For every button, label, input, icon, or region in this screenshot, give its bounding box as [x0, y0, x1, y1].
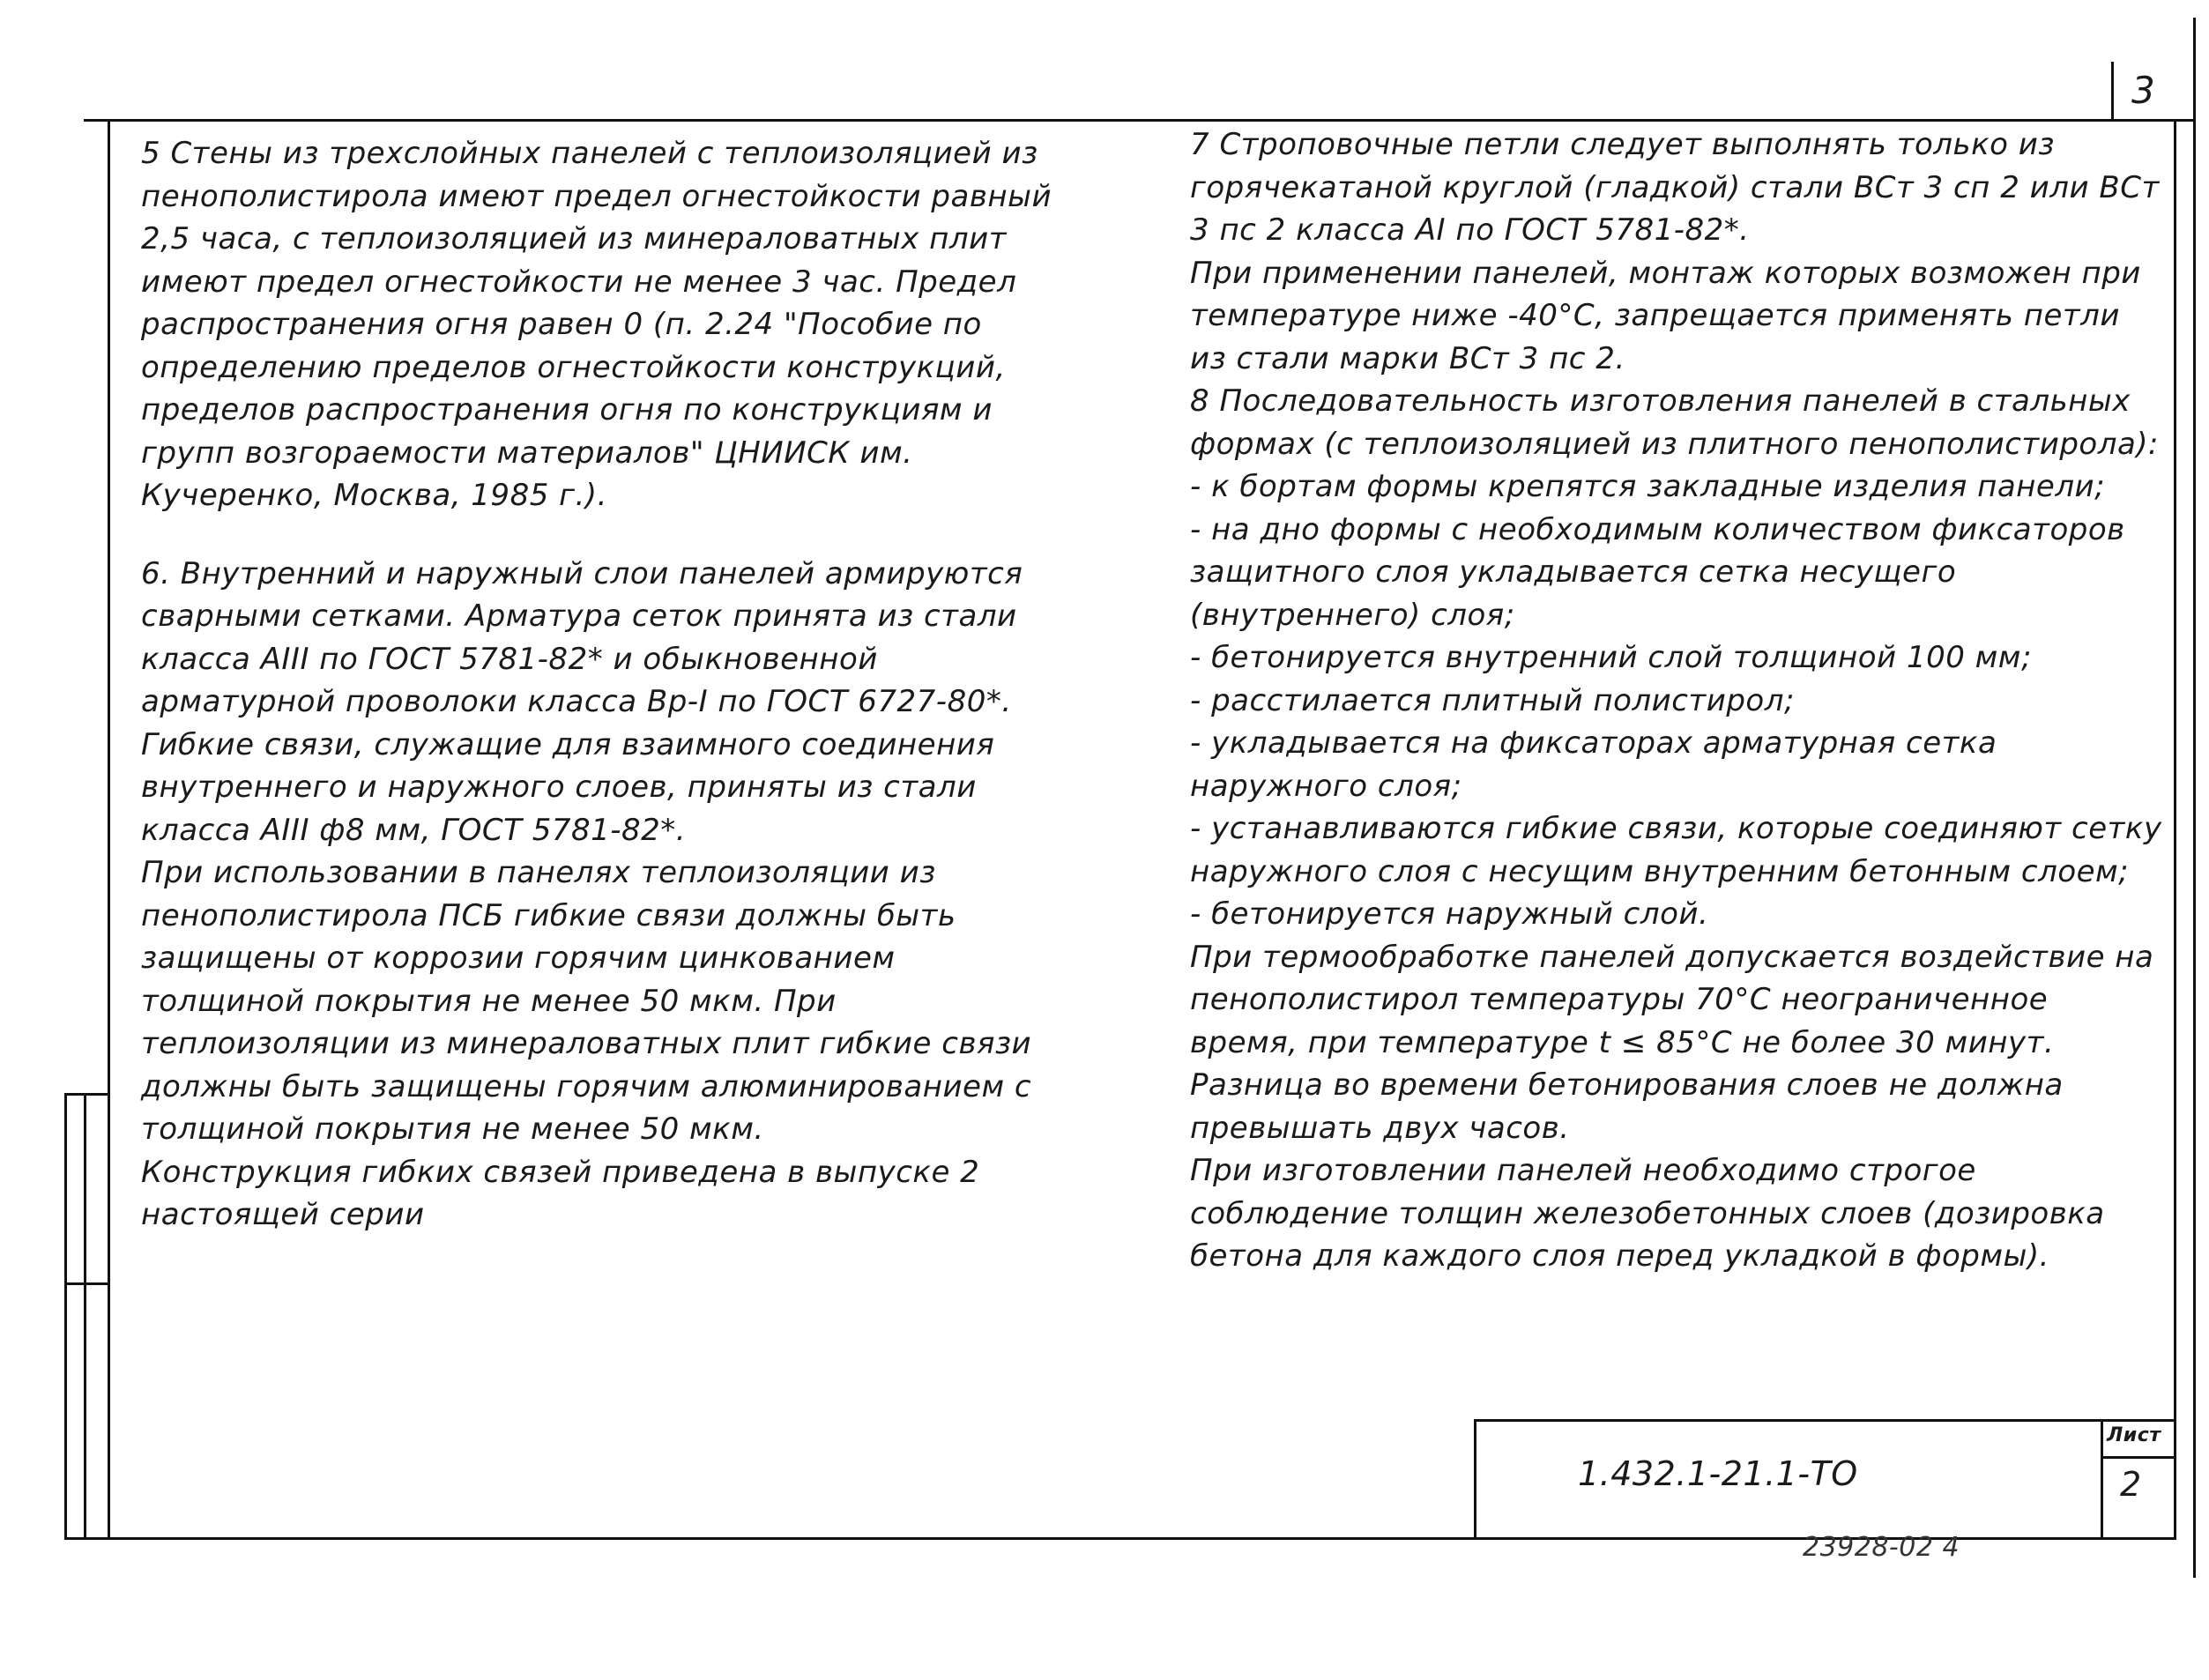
note-concreting-interval: Разница во времени бетонирования слоев не должна превышать двух часов. [1190, 1067, 2064, 1146]
title-block-sheet-divider [2101, 1419, 2103, 1539]
binding-strip-inner [84, 1093, 86, 1540]
title-block-left [1474, 1419, 1476, 1539]
step-item: - к бортам формы крепятся закладные изделия панели; [1190, 469, 2106, 504]
document-code: 1.432.1-21.1-ТО [1578, 1454, 1858, 1493]
binding-strip-top [64, 1093, 108, 1096]
note-layer-thickness: При изготовлении панелей необходимо строгое соблюдение толщин железобетонных слоев (дозировка бетона для каждого слоя перед укладкой в формы). [1190, 1153, 2105, 1274]
step-item: - бетонируется внутренний слой толщиной 100 мм; [1190, 640, 2032, 675]
note-heat-treatment: При термообработке панелей допускается воздействие на пенополистирол температуры 70°С неограниченное время, при температуре t ≤ 85°С не более 30 минут. [1190, 939, 2154, 1060]
title-block-top [1474, 1419, 2176, 1422]
archive-number: 23928-02 4 [1803, 1532, 1960, 1563]
paragraph-6-coating: При использовании в панелях теплоизоляции из пенополистирола ПСБ гибкие связи должны быть защищены от коррозии горячим цинкованием толщиной покрытия не менее 50 мкм. При теплоизоляции из минераловатных плит гибкие связи должны быть защищены горячим алюминированием с толщиной покрытия не менее 50 мкм. [141, 855, 1032, 1147]
paragraph-6: 6. Внутренний и наружный слои панелей армируются сварными сетками. Арматура сеток принята из стали класса АIII по ГОСТ 5781-82* и обыкновенной арматурной проволоки класса Вр-I по ГОСТ 6727-80*. Гибкие связи, служащие для взаимного соединения внутреннего и наружного слоев, приняты из стали класса АIII ф8 мм, ГОСТ 5781-82*. [141, 555, 1023, 848]
step-item: - устанавливаются гибкие связи, которые соединяют сетку наружного слоя с несущим внутренним бетонным слоем; [1190, 811, 2162, 889]
page-number-cell-divider [2111, 62, 2114, 122]
sheet-label: Лист [2107, 1424, 2161, 1446]
right-text-column [1190, 123, 2164, 1278]
frame-top-line [84, 119, 2195, 122]
page-number: 3 [2131, 69, 2156, 112]
paragraph-7: 7 Строповочные петли следует выполнять только из горячекатаной круглой (гладкой) стали ВСт 3 сп 2 или ВСт 3 пс 2 класса АI по ГОСТ 5781-82*. [1190, 127, 2160, 248]
step-item: - укладывается на фиксаторах арматурная сетка наружного слоя; [1190, 725, 1997, 804]
frame-left-line [108, 119, 110, 1540]
frame-right-line [2174, 119, 2176, 1540]
step-item: - бетонируется наружный слой. [1190, 896, 1709, 932]
sheet-number: 2 [2120, 1465, 2142, 1504]
paragraph-7-restriction: При применении панелей, монтаж которых возможен при температуре ниже -40°С, запрещается применять петли из стали марки ВСт 3 пс 2. [1190, 255, 2141, 376]
step-item: - на дно формы с необходимым количеством фиксаторов защитного слоя укладывается сетка несущего (внутреннего) слоя; [1190, 511, 2125, 633]
binding-strip-outer [64, 1093, 67, 1540]
step-item: - расстилается плитный полистирол; [1190, 682, 1795, 718]
paragraph-6-reference: Конструкция гибких связей приведена в выпуске 2 настоящей серии [141, 1154, 980, 1232]
binding-strip-divider [64, 1282, 108, 1285]
outer-right-edge [2193, 18, 2196, 1578]
paragraph-5: 5 Стены из трехслойных панелей с теплоизоляцией из пенополистирола имеют предел огнестойкости равный 2,5 часа, с теплоизоляцией из минераловатных плит имеют предел огнестойкости не менее 3 час. Предел распространения огня равен 0 (п. 2.24 "Пособие по определению пределов огнестойкости конструкций, пределов распространения огня по конструкциям и групп возгораемости материалов" ЦНИИСК им. Кучеренко, Москва, 1985 г.). [141, 136, 1052, 513]
paragraph-8: 8 Последовательность изготовления панелей в стальных формах (с теплоизоляцией из плитного пенополистирола): [1190, 383, 2159, 462]
title-block-sheet-hline [2101, 1456, 2176, 1459]
left-text-column [141, 132, 1067, 1272]
